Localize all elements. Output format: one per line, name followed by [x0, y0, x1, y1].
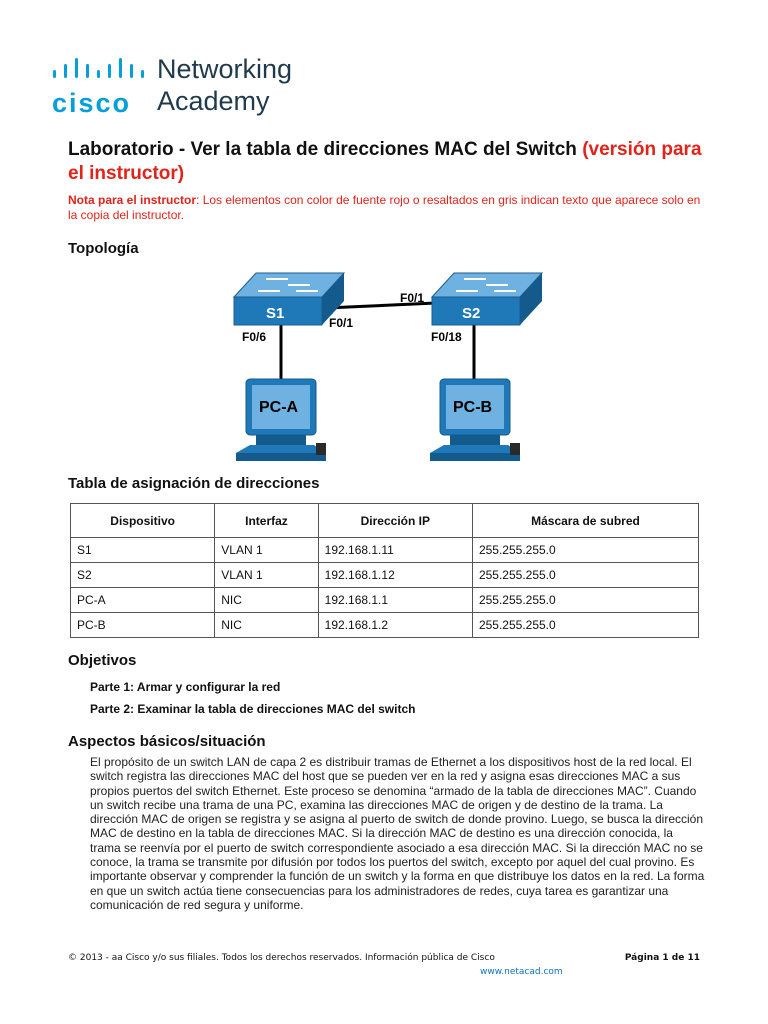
table-row [71, 588, 699, 613]
table-cell: VLAN 1 [215, 563, 318, 588]
s2-link-port: F0/1 [400, 291, 425, 305]
objective-part-1: Parte 1: Armar y configurar la red [90, 680, 281, 694]
section-background-heading: Aspectos básicos/situación [68, 733, 266, 750]
title-instructor-version: (versión para el instructor) [68, 139, 702, 184]
table-row [71, 538, 699, 563]
instructor-note [68, 193, 708, 223]
s1-link-port: F0/1 [329, 316, 354, 330]
header-cell: Dirección IP [318, 504, 472, 538]
objective-part-2: Parte 2: Examinar la tabla de direcciones MAC del switch [90, 702, 416, 716]
table-cell: 255.255.255.0 [472, 538, 698, 563]
table-cell: 255.255.255.0 [472, 563, 698, 588]
s2-pc-port: F0/18 [431, 330, 462, 344]
pca-label: PC-A [259, 399, 299, 416]
logo-networking: Networking [157, 54, 293, 84]
header-cell: Interfaz [215, 504, 318, 538]
footer-copyright: © 2013 - aa Cisco y/o sus filiales. Todos los derechos reservados. Información pública de Cisco [68, 953, 495, 963]
switch-s1 [234, 273, 344, 325]
cisco-wordmark: cisco [52, 88, 132, 118]
switch-s2 [432, 273, 542, 325]
header-cell: Máscara de subred [472, 504, 698, 538]
table-row [71, 563, 699, 588]
table-header-row [71, 504, 699, 538]
table-row [71, 613, 699, 638]
s2-label: S2 [462, 305, 481, 322]
background-paragraph: El propósito de un switch LAN de capa 2 es distribuir tramas de Ethernet a los dispositivos host de la red local. El switch registra las direcciones MAC del host que se pueden ver en la red y asigna esas direcciones MAC a sus propios puertos del switch Ethernet. Este proceso se denomina “armado de la tabla de direcciones MAC”. Cuando un switch recibe una trama de una PC, examina las direcciones MAC de origen y de destino de la trama. La dirección MAC de origen se registra y se asigna al puerto de switch de donde provino. Luego, se busca la dirección MAC de destino en la tabla de direcciones MAC. Si la dirección MAC de destino es una dirección conocida, la trama se reenvía por el puerto de switch correspondiente asociado a esa dirección MAC. Si la dirección MAC no se conoce, la trama se transmite por difusión por todos los puertos del switch, excepto por aquel del cual provino. Es importante observar y comprender la función de un switch y la forma en que distribuye los datos en la red. La forma en que un switch actúa tiene consecuencias para los administradores de redes, cuya tarea es garantizar una comunicación de red segura y uniforme. [90, 755, 705, 912]
pc-a [236, 379, 326, 461]
note-text: : Los elementos con color de fuente rojo o resaltados en gris indican texto que aparece solo en la copia del instructor. [68, 193, 701, 222]
note-label: Nota para el instructor [68, 193, 197, 207]
cisco-networking-academy-logo [52, 54, 352, 118]
table-cell: NIC [215, 613, 318, 638]
footer-url-link[interactable]: www.netacad.com [480, 967, 563, 977]
footer-page-number: Página 1 de 11 [624, 953, 700, 963]
section-topology-heading: Topología [68, 240, 139, 257]
pc-b [430, 379, 520, 461]
s1-label: S1 [266, 305, 285, 322]
cisco-bars-icon [52, 58, 144, 80]
section-address-table-heading: Tabla de asignación de direcciones [68, 475, 320, 492]
section-objectives-heading: Objetivos [68, 652, 137, 669]
title-main: Laboratorio - Ver la tabla de direcciones MAC del Switch [68, 139, 583, 160]
s1-pc-port: F0/6 [242, 330, 267, 344]
table-cell: S1 [71, 538, 215, 563]
table-cell: NIC [215, 588, 318, 613]
document-title [68, 138, 708, 186]
topology-diagram [226, 263, 546, 473]
table-cell: VLAN 1 [215, 538, 318, 563]
address-table [70, 503, 699, 638]
table-cell: 192.168.1.12 [318, 563, 472, 588]
table-cell: S2 [71, 563, 215, 588]
table-cell: 192.168.1.2 [318, 613, 472, 638]
header-cell: Dispositivo [71, 504, 215, 538]
table-cell: 255.255.255.0 [472, 588, 698, 613]
table-cell: 255.255.255.0 [472, 613, 698, 638]
table-cell: PC-A [71, 588, 215, 613]
pcb-label: PC-B [453, 399, 493, 416]
table-cell: 192.168.1.11 [318, 538, 472, 563]
table-cell: PC-B [71, 613, 215, 638]
logo-academy: Academy [157, 86, 270, 116]
table-cell: 192.168.1.1 [318, 588, 472, 613]
